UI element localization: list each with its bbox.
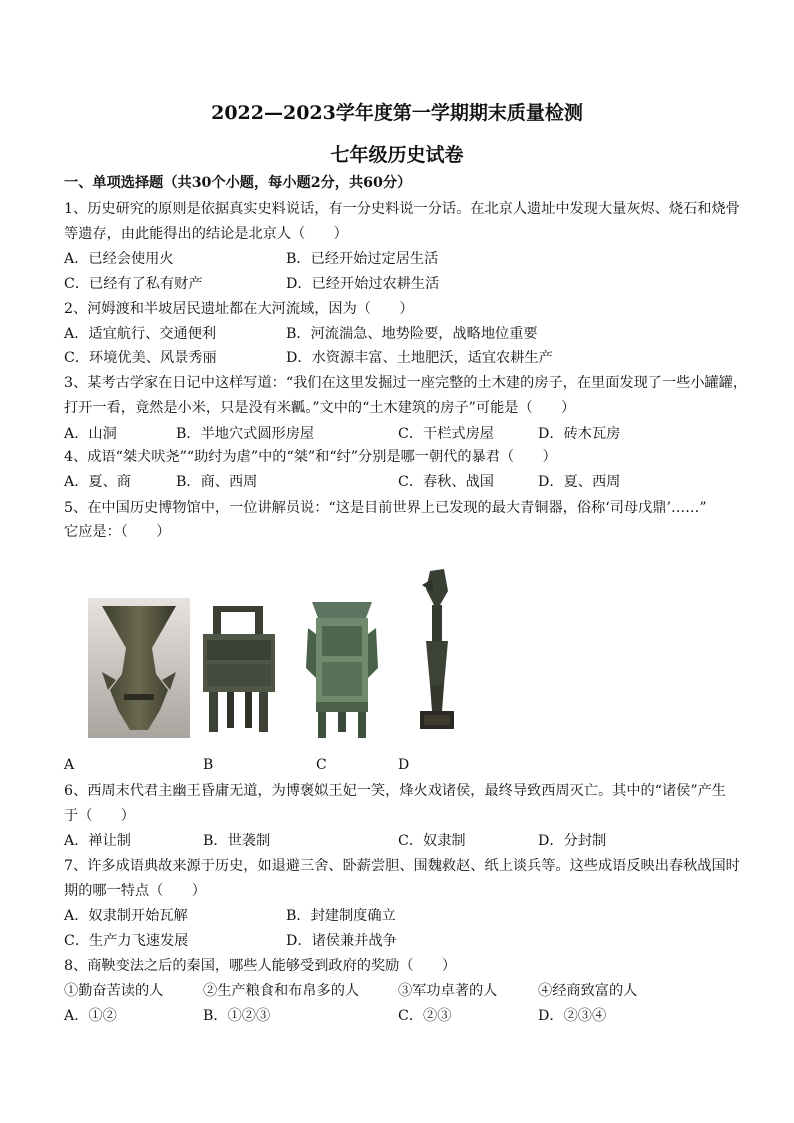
q7-stem-line2: 期的哪一特点（ ）	[64, 883, 206, 899]
q3-stem-line1: 3、某考古学家在日记中这样写道：“我们在这里发掘过一座完整的土木建的房子，在里面发现了一些小罐罐，	[64, 375, 748, 391]
q7-option-b: B．封建制度确立	[286, 908, 396, 924]
q4-option-c: C．春秋、战国	[398, 474, 494, 490]
q1-stem-line2: 等遗存，由此能得出的结论是北京人（ ）	[64, 226, 348, 242]
q6-option-d: D．分封制	[538, 833, 607, 849]
q1-option-c: C．已经有了私有财产	[64, 276, 203, 292]
section-heading: 一、单项选择题（共30个小题，每小题2分，共60分）	[64, 175, 412, 191]
q8-item-4: ④经商致富的人	[538, 983, 638, 999]
q6-stem-line1: 6、西周末代君主幽王昏庸无道，为博褒姒王妃一笑，烽火戏诸侯，最终导致西周灭亡。其中的“诸侯”产生	[64, 783, 726, 799]
q3-option-a: A．山洞	[64, 426, 117, 442]
q7-option-d: D．诸侯兼并战争	[286, 933, 397, 949]
q8-item-3: ③军功卓著的人	[398, 983, 498, 999]
q5-label-a: A	[64, 757, 75, 773]
q2-option-a: A．适宜航行、交通便利	[64, 326, 217, 342]
q6-option-c: C．奴隶制	[398, 833, 466, 849]
q5-stem-line2: 它应是：（ ）	[64, 524, 171, 540]
q1-stem-line1: 1、历史研究的原则是依据真实史料说话，有一分史料说一分话。在北京人遗址中发现大量灰烬、烧石和烧骨	[64, 201, 740, 217]
q2-option-b: B．河流湍急、地势险要，战略地位重要	[286, 326, 538, 342]
bronze-fanghu-image	[302, 598, 382, 740]
simuwu-ding-image	[199, 598, 279, 738]
q4-option-b: B．商、西周	[176, 474, 258, 490]
q3-option-b: B．半地穴式圆形房屋	[176, 426, 315, 442]
bronze-statue-image	[404, 565, 468, 735]
q4-option-d: D．夏、西周	[538, 474, 621, 490]
q3-stem-line2: 打开一看，竟然是小米，只是没有米瓤。”文中的“土木建筑的房子”可能是（ ）	[64, 400, 576, 416]
q1-option-d: D．已经开始过农耕生活	[286, 276, 440, 292]
exam-subtitle: 七年级历史试卷	[330, 144, 464, 166]
q5-stem-line1: 5、在中国历史博物馆中，一位讲解员说：“这是目前世界上已发现的最大青铜器，俗称‘司母戊鼎’……”	[64, 500, 707, 516]
q4-stem-line1: 4、成语“桀犬吠尧”“助纣为虐”中的“桀”和“纣”分别是哪一朝代的暴君（ ）	[64, 449, 557, 465]
q7-stem-line1: 7、许多成语典故来源于历史，如退避三舍、卧薪尝胆、围魏救赵、纸上谈兵等。这些成语反映出春秋战国时	[64, 858, 740, 874]
q3-option-d: D．砖木瓦房	[538, 426, 621, 442]
q8-option-c: C．②③	[398, 1008, 452, 1024]
q6-stem-line2: 于（ ）	[64, 808, 135, 824]
q1-option-a: A．已经会使用火	[64, 251, 174, 267]
q8-option-a: A．①②	[64, 1008, 117, 1024]
q2-option-d: D．水资源丰富、土地肥沃，适宜农耕生产	[286, 350, 553, 366]
q8-item-1: ①勤奋苦读的人	[64, 983, 164, 999]
q7-option-c: C．生产力飞速发展	[64, 933, 189, 949]
q5-label-d: D	[398, 757, 410, 773]
q4-option-a: A．夏、商	[64, 474, 131, 490]
q6-option-a: A．禅让制	[64, 833, 131, 849]
q2-stem-line1: 2、河姆渡和半坡居民遗址都在大河流域，因为（ ）	[64, 301, 414, 317]
q8-item-2: ②生产粮食和布帛多的人	[203, 983, 360, 999]
q5-label-b: B	[203, 757, 214, 773]
q6-option-b: B．世袭制	[203, 833, 271, 849]
q8-option-b: B．①②③	[203, 1008, 271, 1024]
q3-option-c: C．干栏式房屋	[398, 426, 494, 442]
q2-option-c: C．环境优美、风景秀丽	[64, 350, 217, 366]
exam-title: 2022—2023学年度第一学期期末质量检测	[211, 102, 583, 124]
bronze-zun-image	[88, 598, 190, 738]
q1-option-b: B．已经开始过定居生活	[286, 251, 439, 267]
q7-option-a: A．奴隶制开始瓦解	[64, 908, 188, 924]
q8-option-d: D．②③④	[538, 1008, 607, 1024]
q5-label-c: C	[316, 757, 327, 773]
q8-stem-line1: 8、商鞅变法之后的秦国，哪些人能够受到政府的奖励（ ）	[64, 958, 457, 974]
